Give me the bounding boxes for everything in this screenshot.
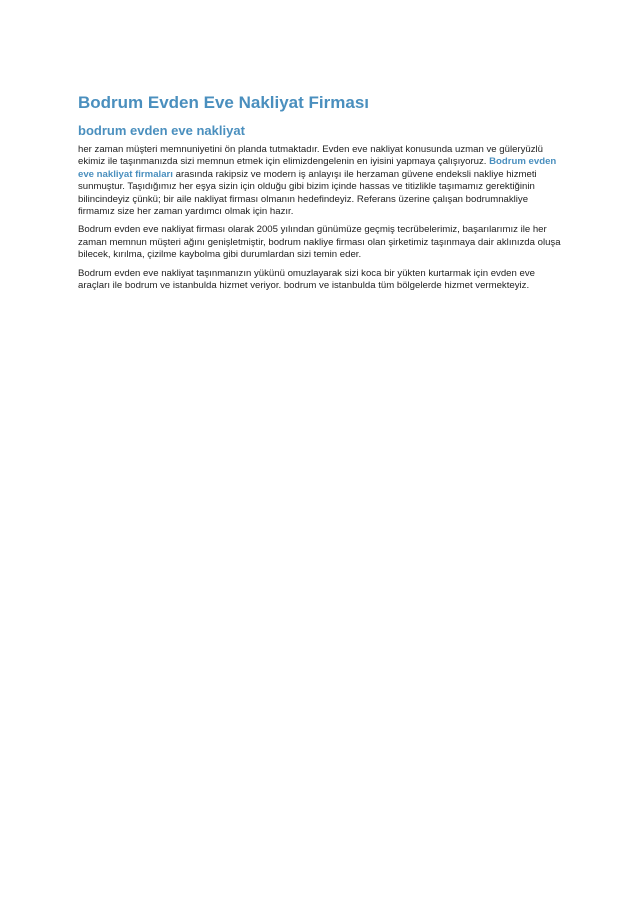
document-page [78, 92, 562, 298]
page-subtitle: bodrum evden eve nakliyat [78, 123, 245, 138]
page-title: Bodrum Evden Eve Nakliyat Firması [78, 93, 369, 112]
paragraph-intro [78, 144, 562, 218]
highlighted-link-text[interactable]: Bodrum evden eve nakliyat firmaları [78, 156, 557, 180]
paragraph-experience: Bodrum evden eve nakliyat firması olarak 2005 yılından günümüze geçmiş tecrübelerimiz, başarılarımız ile her zaman memnun müşteri ağını genişletmiştir, bodrum nakliye firması olan şirketimiz taşınmaya dair aklınızda oluşa bilecek, kırılma, çizilme kaybolma gibi durumlardan sizi temin eder. [78, 224, 561, 261]
paragraph-service-area: Bodrum evden eve nakliyat taşınmanızın yükünü omuzlayarak sizi koca bir yükten kurtarmak için evden eve araçları ile bodrum ve istanbulda hizmet veriyor. bodrum ve istanbulda tüm bölgelerde hizmet vermekteyiz. [78, 267, 535, 292]
paragraph-intro-text-start: her zaman müşteri memnuniyetini ön planda tutmaktadır. Evden eve nakliyat konusunda uzman ve güleryüzlü ekimiz ile taşınmanızda sizi memnun etmek için elimizdengelenin en iyisini yapmaya çalışıyoruz. [78, 144, 544, 168]
paragraph-intro-text-end: arasında rakipsiz ve modern iş anlayışı ile herzaman güvene endeksli nakliye hizmeti sunmuştur. Taşıdığımız her eşya sizin için olduğu gibi bizim içinde hassas ve titizlikle taşımamız gerektiğinin bilincindeyiz çünkü; bir aile nakliyat firması olmanın hedefindeyiz. Referans üzerine çalışan bodrumnakliye firmamız size her zaman yardımcı olmak için hazır. [78, 168, 537, 218]
